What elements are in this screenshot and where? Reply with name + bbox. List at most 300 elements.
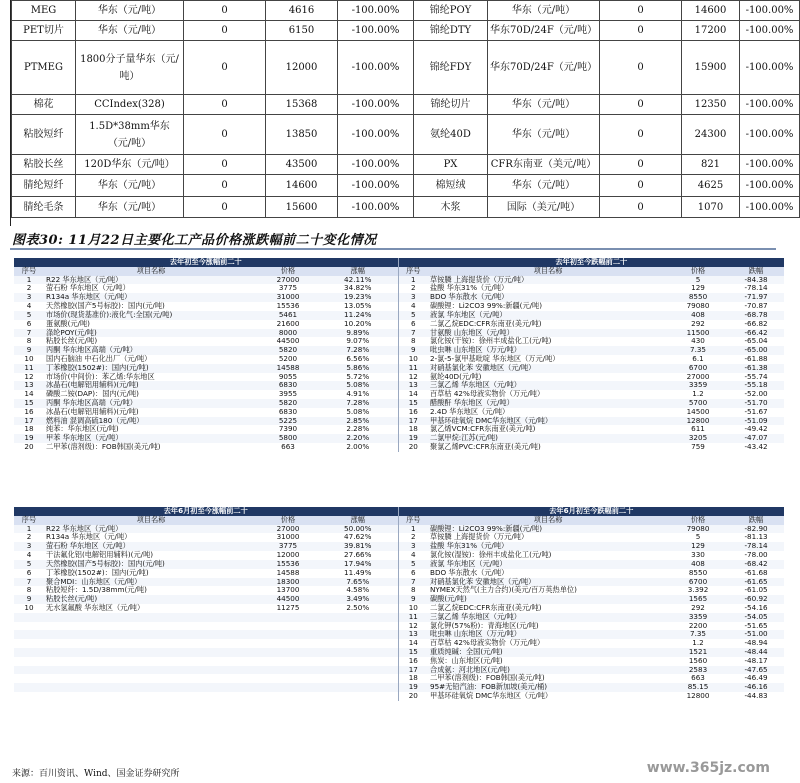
table-cell: 华东（元/吨） (488, 1, 600, 21)
table-cell: 129 (668, 284, 728, 293)
table-cell: 3205 (668, 434, 728, 443)
table-cell: 3359 (668, 381, 728, 390)
table-cell: 7.28% (318, 346, 398, 355)
table-cell: -61.65 (728, 578, 784, 587)
table-cell: 华东（元/吨） (76, 1, 184, 21)
table-cell: 丁苯橡胶(1502#)：国内(元/吨) (44, 569, 258, 578)
empty-cell (258, 630, 318, 639)
table-cell: 15536 (258, 560, 318, 569)
table-cell: 4625 (682, 175, 740, 197)
table-cell: 冰晶石(电解铝用辅料)(元/吨) (44, 381, 258, 390)
table-cell: 蛋氨酸(元/吨) (44, 320, 258, 329)
table-cell: 1.2 (668, 390, 728, 399)
table-row (12, 95, 800, 115)
table-cell: 12 (14, 373, 44, 382)
table-cell: -66.42 (728, 329, 784, 338)
table-cell: 7.35 (668, 346, 728, 355)
table-cell: 0 (600, 175, 682, 197)
empty-cell (44, 639, 258, 648)
table-row (14, 692, 784, 701)
table-cell: 碳酸锂：Li2CO3 99%:新疆(元/吨) (428, 302, 668, 311)
empty-cell (14, 639, 44, 648)
empty-cell (14, 683, 44, 692)
table-cell: 6 (398, 569, 428, 578)
table-cell: 13 (14, 381, 44, 390)
table-cell: 6 (14, 320, 44, 329)
table-cell: 5.72% (318, 373, 398, 382)
table-cell: -100.00% (338, 41, 414, 95)
table-cell: 18 (14, 425, 44, 434)
table-cell: 663 (668, 674, 728, 683)
table-cell: 燃料油 混调高硫180（元/吨） (44, 417, 258, 426)
table-cell: 2583 (668, 666, 728, 675)
table-cell: 10.20% (318, 320, 398, 329)
column-header: 序号 (14, 516, 44, 525)
table-row (14, 443, 784, 452)
table-cell: 液氯 华东地区（元/吨） (428, 560, 668, 569)
table-cell: 7 (14, 578, 44, 587)
table-cell: 12 (398, 373, 428, 382)
table-cell: 1 (398, 276, 428, 285)
table-cell: 华东70D/24F（元/吨） (488, 21, 600, 41)
table-cell: 3775 (258, 284, 318, 293)
table-cell: 吡虫啉 山东地区（万元/吨） (428, 346, 668, 355)
table-cell: 19 (14, 434, 44, 443)
table-cell: 对硝基氯化苯 安徽地区（元/吨） (428, 364, 668, 373)
table-cell: 2.28% (318, 425, 398, 434)
table-cell: 粘胶短纤 (12, 115, 76, 155)
table-cell: 5 (668, 276, 728, 285)
table-cell: 二氯甲烷:江苏(元/吨) (428, 434, 668, 443)
table-cell: 18300 (258, 578, 318, 587)
table-cell: -51.00 (728, 630, 784, 639)
table-cell: -48.44 (728, 648, 784, 657)
table-cell: -100.00% (740, 95, 800, 115)
table-cell: 1521 (668, 648, 728, 657)
table-cell: 二甲苯(溶剂级)：FOB韩国(美元/吨) (44, 443, 258, 452)
table-cell: 二甲苯(溶剂级)：FOB韩国(美元/吨) (428, 674, 668, 683)
table-cell: 0 (184, 197, 266, 218)
empty-cell (44, 666, 258, 675)
table-row (12, 175, 800, 197)
table-cell: 2 (398, 284, 428, 293)
table-cell: 0 (600, 197, 682, 218)
empty-cell (258, 622, 318, 631)
table-cell: R22 华东地区（元/吨） (44, 276, 258, 285)
table-cell: 3.49% (318, 595, 398, 604)
table-cell: 华东（元/吨） (76, 21, 184, 41)
table-cell: 129 (668, 542, 728, 551)
empty-cell (14, 666, 44, 675)
column-header: 涨幅 (318, 516, 398, 525)
table-cell: 萤石粉 华东地区（元/吨） (44, 284, 258, 293)
table-cell: -68.42 (728, 560, 784, 569)
table-row (14, 425, 784, 434)
table-cell: 11 (14, 364, 44, 373)
table-cell: PET切片 (12, 21, 76, 41)
empty-cell (258, 692, 318, 701)
table-cell: 6.1 (668, 355, 728, 364)
table-cell: -84.38 (728, 276, 784, 285)
column-header: 涨幅 (318, 267, 398, 276)
table-cell: 0 (184, 115, 266, 155)
column-header: 价格 (258, 516, 318, 525)
table-cell: 5 (398, 560, 428, 569)
table-cell: 12800 (668, 417, 728, 426)
table-cell: 锦纶切片 (414, 95, 488, 115)
table-cell: 0 (184, 41, 266, 95)
table-cell: 粘胶长丝(元/吨) (44, 595, 258, 604)
table-cell: 6700 (668, 364, 728, 373)
empty-cell (14, 613, 44, 622)
empty-cell (44, 692, 258, 701)
empty-cell (258, 639, 318, 648)
empty-cell (258, 648, 318, 657)
table-cell: 粘胶长丝(元/吨) (44, 337, 258, 346)
block2-right-title: 去年6月初至今跌幅前二十 (398, 507, 784, 516)
empty-cell (318, 630, 398, 639)
table-cell: 0 (600, 115, 682, 155)
table-cell: 5 (14, 311, 44, 320)
table-cell: 0 (600, 1, 682, 21)
figure-caption: 图表30: 11月22日主要化工产品价格涨跌幅前二十变化情况 (12, 233, 377, 248)
table-cell: 47.62% (318, 533, 398, 542)
table-cell: 0 (600, 21, 682, 41)
empty-cell (44, 622, 258, 631)
table-cell: 11500 (668, 329, 728, 338)
table-cell: 10 (14, 604, 44, 613)
empty-cell (318, 613, 398, 622)
table-cell: 5 (14, 560, 44, 569)
table-cell: -47.07 (728, 434, 784, 443)
column-header: 价格 (668, 516, 728, 525)
table-cell: 19 (398, 434, 428, 443)
table-cell: -51.65 (728, 622, 784, 631)
table-cell: 17200 (682, 21, 740, 41)
table-cell: 95#无铅汽油：FOB新加坡(美元/桶) (428, 683, 668, 692)
table-cell: CFR东南亚（美元/吨） (488, 155, 600, 175)
table-cell: 2 (398, 533, 428, 542)
table-cell: 草铵膦 上海提货价（万元/吨） (428, 276, 668, 285)
empty-cell (258, 674, 318, 683)
table-cell: 2 (14, 284, 44, 293)
table-cell: 12000 (266, 41, 338, 95)
table-cell: 27000 (668, 373, 728, 382)
table-cell: 锦纶FDY (414, 41, 488, 95)
table-cell: 15368 (266, 95, 338, 115)
table-cell: 干法氟化铝(电解铝用辅料)(元/吨) (44, 551, 258, 560)
table-cell: 0 (184, 21, 266, 41)
table-cell: 氯化铵(干铵)：徐州丰成盐化工(元/吨) (428, 337, 668, 346)
column-header: 项目名称 (44, 267, 258, 276)
table-cell: 44500 (258, 337, 318, 346)
table-cell: 1 (398, 525, 428, 534)
table-cell: -47.65 (728, 666, 784, 675)
table-cell: 8 (398, 586, 428, 595)
table-cell: 34.82% (318, 284, 398, 293)
table-cell: 6 (398, 320, 428, 329)
table-cell: 8550 (668, 569, 728, 578)
table-cell: 430 (668, 337, 728, 346)
table-cell: 涤纶POY(元/吨) (44, 329, 258, 338)
empty-cell (258, 683, 318, 692)
table-cell: 4.91% (318, 390, 398, 399)
table-cell: 42.11% (318, 276, 398, 285)
table-cell: 0 (184, 1, 266, 21)
table-cell: 7390 (258, 425, 318, 434)
table-cell: 15 (398, 648, 428, 657)
table-cell: -55.18 (728, 381, 784, 390)
table-cell: 6700 (668, 578, 728, 587)
table-cell: 79080 (668, 525, 728, 534)
empty-cell (318, 683, 398, 692)
table-cell: 萤石粉 华东地区（元/吨） (44, 542, 258, 551)
table-cell: 8 (398, 337, 428, 346)
table-row (14, 648, 784, 657)
caption-divider (10, 248, 776, 250)
table-cell: 39.81% (318, 542, 398, 551)
table-cell: 10 (398, 355, 428, 364)
table-cell: 292 (668, 604, 728, 613)
table-cell: 1565 (668, 595, 728, 604)
table-cell: 4616 (266, 1, 338, 21)
table-cell: 6 (14, 569, 44, 578)
table-cell: 17.94% (318, 560, 398, 569)
table-cell: 1560 (668, 657, 728, 666)
table-cell: 9.89% (318, 329, 398, 338)
table-cell: 44500 (258, 595, 318, 604)
column-header: 项目名称 (428, 267, 668, 276)
table-cell: 0 (600, 95, 682, 115)
table-cell: 2200 (668, 622, 728, 631)
table-cell: 4.58% (318, 586, 398, 595)
table-cell: 9055 (258, 373, 318, 382)
table-row (14, 320, 784, 329)
table-cell: 甘氨酸 山东地区（元/吨） (428, 329, 668, 338)
table-cell: -48.17 (728, 657, 784, 666)
table-cell: -100.00% (740, 155, 800, 175)
table-row (14, 311, 784, 320)
table-row (14, 613, 784, 622)
table-cell: -51.70 (728, 399, 784, 408)
table-cell: -61.68 (728, 569, 784, 578)
table-cell: 三氯乙烯 华东地区（元/吨） (428, 613, 668, 622)
column-header: 跌幅 (728, 267, 784, 276)
table-cell: 5461 (258, 311, 318, 320)
column-header: 跌幅 (728, 516, 784, 525)
table-cell: 15600 (266, 197, 338, 218)
header-row (14, 267, 784, 276)
table-cell: 79080 (668, 302, 728, 311)
table-cell: 12 (398, 622, 428, 631)
table-cell: 国内石脑油 中石化出厂（元/吨） (44, 355, 258, 364)
table-cell: 0 (600, 41, 682, 95)
header-row (14, 516, 784, 525)
table-cell: 腈纶毛条 (12, 197, 76, 218)
table-cell: -66.82 (728, 320, 784, 329)
table-cell: 11 (398, 613, 428, 622)
table-cell: 粘胶长丝 (12, 155, 76, 175)
table-cell: 5800 (258, 434, 318, 443)
table-cell: 27.66% (318, 551, 398, 560)
table-cell: 14588 (258, 364, 318, 373)
table-cell: 丁苯橡胶(1502#)：国内(元/吨) (44, 364, 258, 373)
table-cell: 5820 (258, 346, 318, 355)
table-cell: 120D华东（元/吨） (76, 155, 184, 175)
table-cell: -46.16 (728, 683, 784, 692)
table-cell: -82.90 (728, 525, 784, 534)
table-cell: 16 (398, 408, 428, 417)
table-cell: -43.42 (728, 443, 784, 452)
table-cell: 华东70D/24F（元/吨） (488, 41, 600, 95)
table-cell: 19.23% (318, 293, 398, 302)
table-cell: 11.49% (318, 569, 398, 578)
table-row (14, 417, 784, 426)
table-cell: 27000 (258, 525, 318, 534)
table-cell: 1070 (682, 197, 740, 218)
table-cell: 2.50% (318, 604, 398, 613)
table-cell: 9 (14, 595, 44, 604)
table-cell: 液氯 华东地区（元/吨） (428, 311, 668, 320)
table-row (12, 41, 800, 95)
table-cell: 17 (398, 417, 428, 426)
table-row (14, 604, 784, 613)
table-cell: 纯苯：华东地区(元/吨) (44, 425, 258, 434)
table-cell: 5 (398, 311, 428, 320)
table-cell: 7 (14, 329, 44, 338)
empty-cell (14, 657, 44, 666)
column-header: 序号 (398, 267, 428, 276)
table-cell: 1800分子量华东（元/吨） (76, 41, 184, 95)
table-cell: 20 (14, 443, 44, 452)
table-cell: 821 (682, 155, 740, 175)
table-cell: 0 (184, 155, 266, 175)
table-cell: -61.38 (728, 364, 784, 373)
table-cell: 16 (398, 657, 428, 666)
table-row (14, 657, 784, 666)
column-header: 项目名称 (44, 516, 258, 525)
table-cell: -54.16 (728, 604, 784, 613)
table-cell: 0 (184, 95, 266, 115)
table-cell: NYMEX天然气(主力合约)(美元/百万英热单位) (428, 586, 668, 595)
empty-cell (318, 622, 398, 631)
table-cell: -65.04 (728, 337, 784, 346)
table-cell: PX (414, 155, 488, 175)
table-row (12, 155, 800, 175)
empty-cell (44, 630, 258, 639)
table-cell: 合成氨：河北地区(元/吨) (428, 666, 668, 675)
table-cell: 丙酮 华东地区高端（元/吨） (44, 346, 258, 355)
table-cell: -65.00 (728, 346, 784, 355)
table-cell: 5700 (668, 399, 728, 408)
table-cell: 663 (258, 443, 318, 452)
table-cell: 15 (398, 399, 428, 408)
empty-cell (258, 666, 318, 675)
table-cell: PTMEG (12, 41, 76, 95)
table-cell: 草铵膦 上海提货价（万元/吨） (428, 533, 668, 542)
table-cell: 甲基环硅氧烷 DMC华东地区（元/吨） (428, 692, 668, 701)
table-cell: 8 (14, 337, 44, 346)
table-cell: 氨纶40D (414, 115, 488, 155)
table-cell: -100.00% (338, 1, 414, 21)
table-cell: 11 (398, 364, 428, 373)
table-cell: 12000 (258, 551, 318, 560)
table-cell: -51.09 (728, 417, 784, 426)
table-cell: 2.20% (318, 434, 398, 443)
table-cell: 27000 (258, 276, 318, 285)
table-cell: 19 (398, 683, 428, 692)
table-cell: -100.00% (338, 197, 414, 218)
table-cell: 2-氯-5-氯甲基吡啶 华东地区（万元/吨） (428, 355, 668, 364)
table-cell: 4 (398, 302, 428, 311)
table-cell: -100.00% (740, 175, 800, 197)
table-cell: 8 (14, 586, 44, 595)
table-cell: 百草枯 42%母液实物价（万元/吨） (428, 639, 668, 648)
table-cell: 2.4D 华东地区（元/吨） (428, 408, 668, 417)
table-cell: 冰晶石(电解铝用辅料)(元/吨) (44, 408, 258, 417)
table-row (14, 630, 784, 639)
empty-cell (44, 674, 258, 683)
table-cell: 天然橡胶(国产5号标胶)：国内(元/吨) (44, 560, 258, 569)
table-cell: 6.56% (318, 355, 398, 364)
block-since-last-year (14, 258, 784, 452)
table-cell: 5.08% (318, 408, 398, 417)
table-cell: 4 (398, 551, 428, 560)
table-cell: 7 (398, 329, 428, 338)
table-cell: 17 (14, 417, 44, 426)
table-cell: R134a 华东地区（元/吨） (44, 293, 258, 302)
table-cell: 市场价(现货基准价):液化气:全国(元/吨) (44, 311, 258, 320)
table-cell: -61.05 (728, 586, 784, 595)
top-price-table (10, 0, 794, 226)
table-cell: -78.14 (728, 284, 784, 293)
table-cell: -60.92 (728, 595, 784, 604)
table-cell: 二氯乙烷EDC:CFR东南亚(美元/吨) (428, 604, 668, 613)
table-cell: -81.13 (728, 533, 784, 542)
table-row (14, 666, 784, 675)
table-cell: 3359 (668, 613, 728, 622)
table-cell: 50.00% (318, 525, 398, 534)
table-cell: 3775 (258, 542, 318, 551)
table-cell: 24300 (682, 115, 740, 155)
empty-cell (258, 657, 318, 666)
table-cell: 2 (14, 533, 44, 542)
table-cell: 锦纶DTY (414, 21, 488, 41)
table-cell: 13 (398, 381, 428, 390)
table-cell: -100.00% (740, 197, 800, 218)
table-cell: 408 (668, 560, 728, 569)
table-cell: -100.00% (338, 21, 414, 41)
table-cell: 2.85% (318, 417, 398, 426)
table-cell: CCIndex(328) (76, 95, 184, 115)
table-row (14, 329, 784, 338)
table-cell: 611 (668, 425, 728, 434)
table-cell: 2.00% (318, 443, 398, 452)
table-cell: -49.42 (728, 425, 784, 434)
table-cell: 4 (14, 302, 44, 311)
table-cell: R22 华东地区（元/吨） (44, 525, 258, 534)
table-cell: 21600 (258, 320, 318, 329)
table-cell: 7.65% (318, 578, 398, 587)
table-cell: 磷酸二铵(DAP)：国内(元/吨) (44, 390, 258, 399)
table-cell: 市场价(中间价)：苯乙烯:华东地区 (44, 373, 258, 382)
table-cell: 华东（元/吨） (488, 175, 600, 197)
table-cell: -68.78 (728, 311, 784, 320)
table-cell: 43500 (266, 155, 338, 175)
table-cell: 759 (668, 443, 728, 452)
table-cell: 14 (398, 390, 428, 399)
table-cell: -46.49 (728, 674, 784, 683)
